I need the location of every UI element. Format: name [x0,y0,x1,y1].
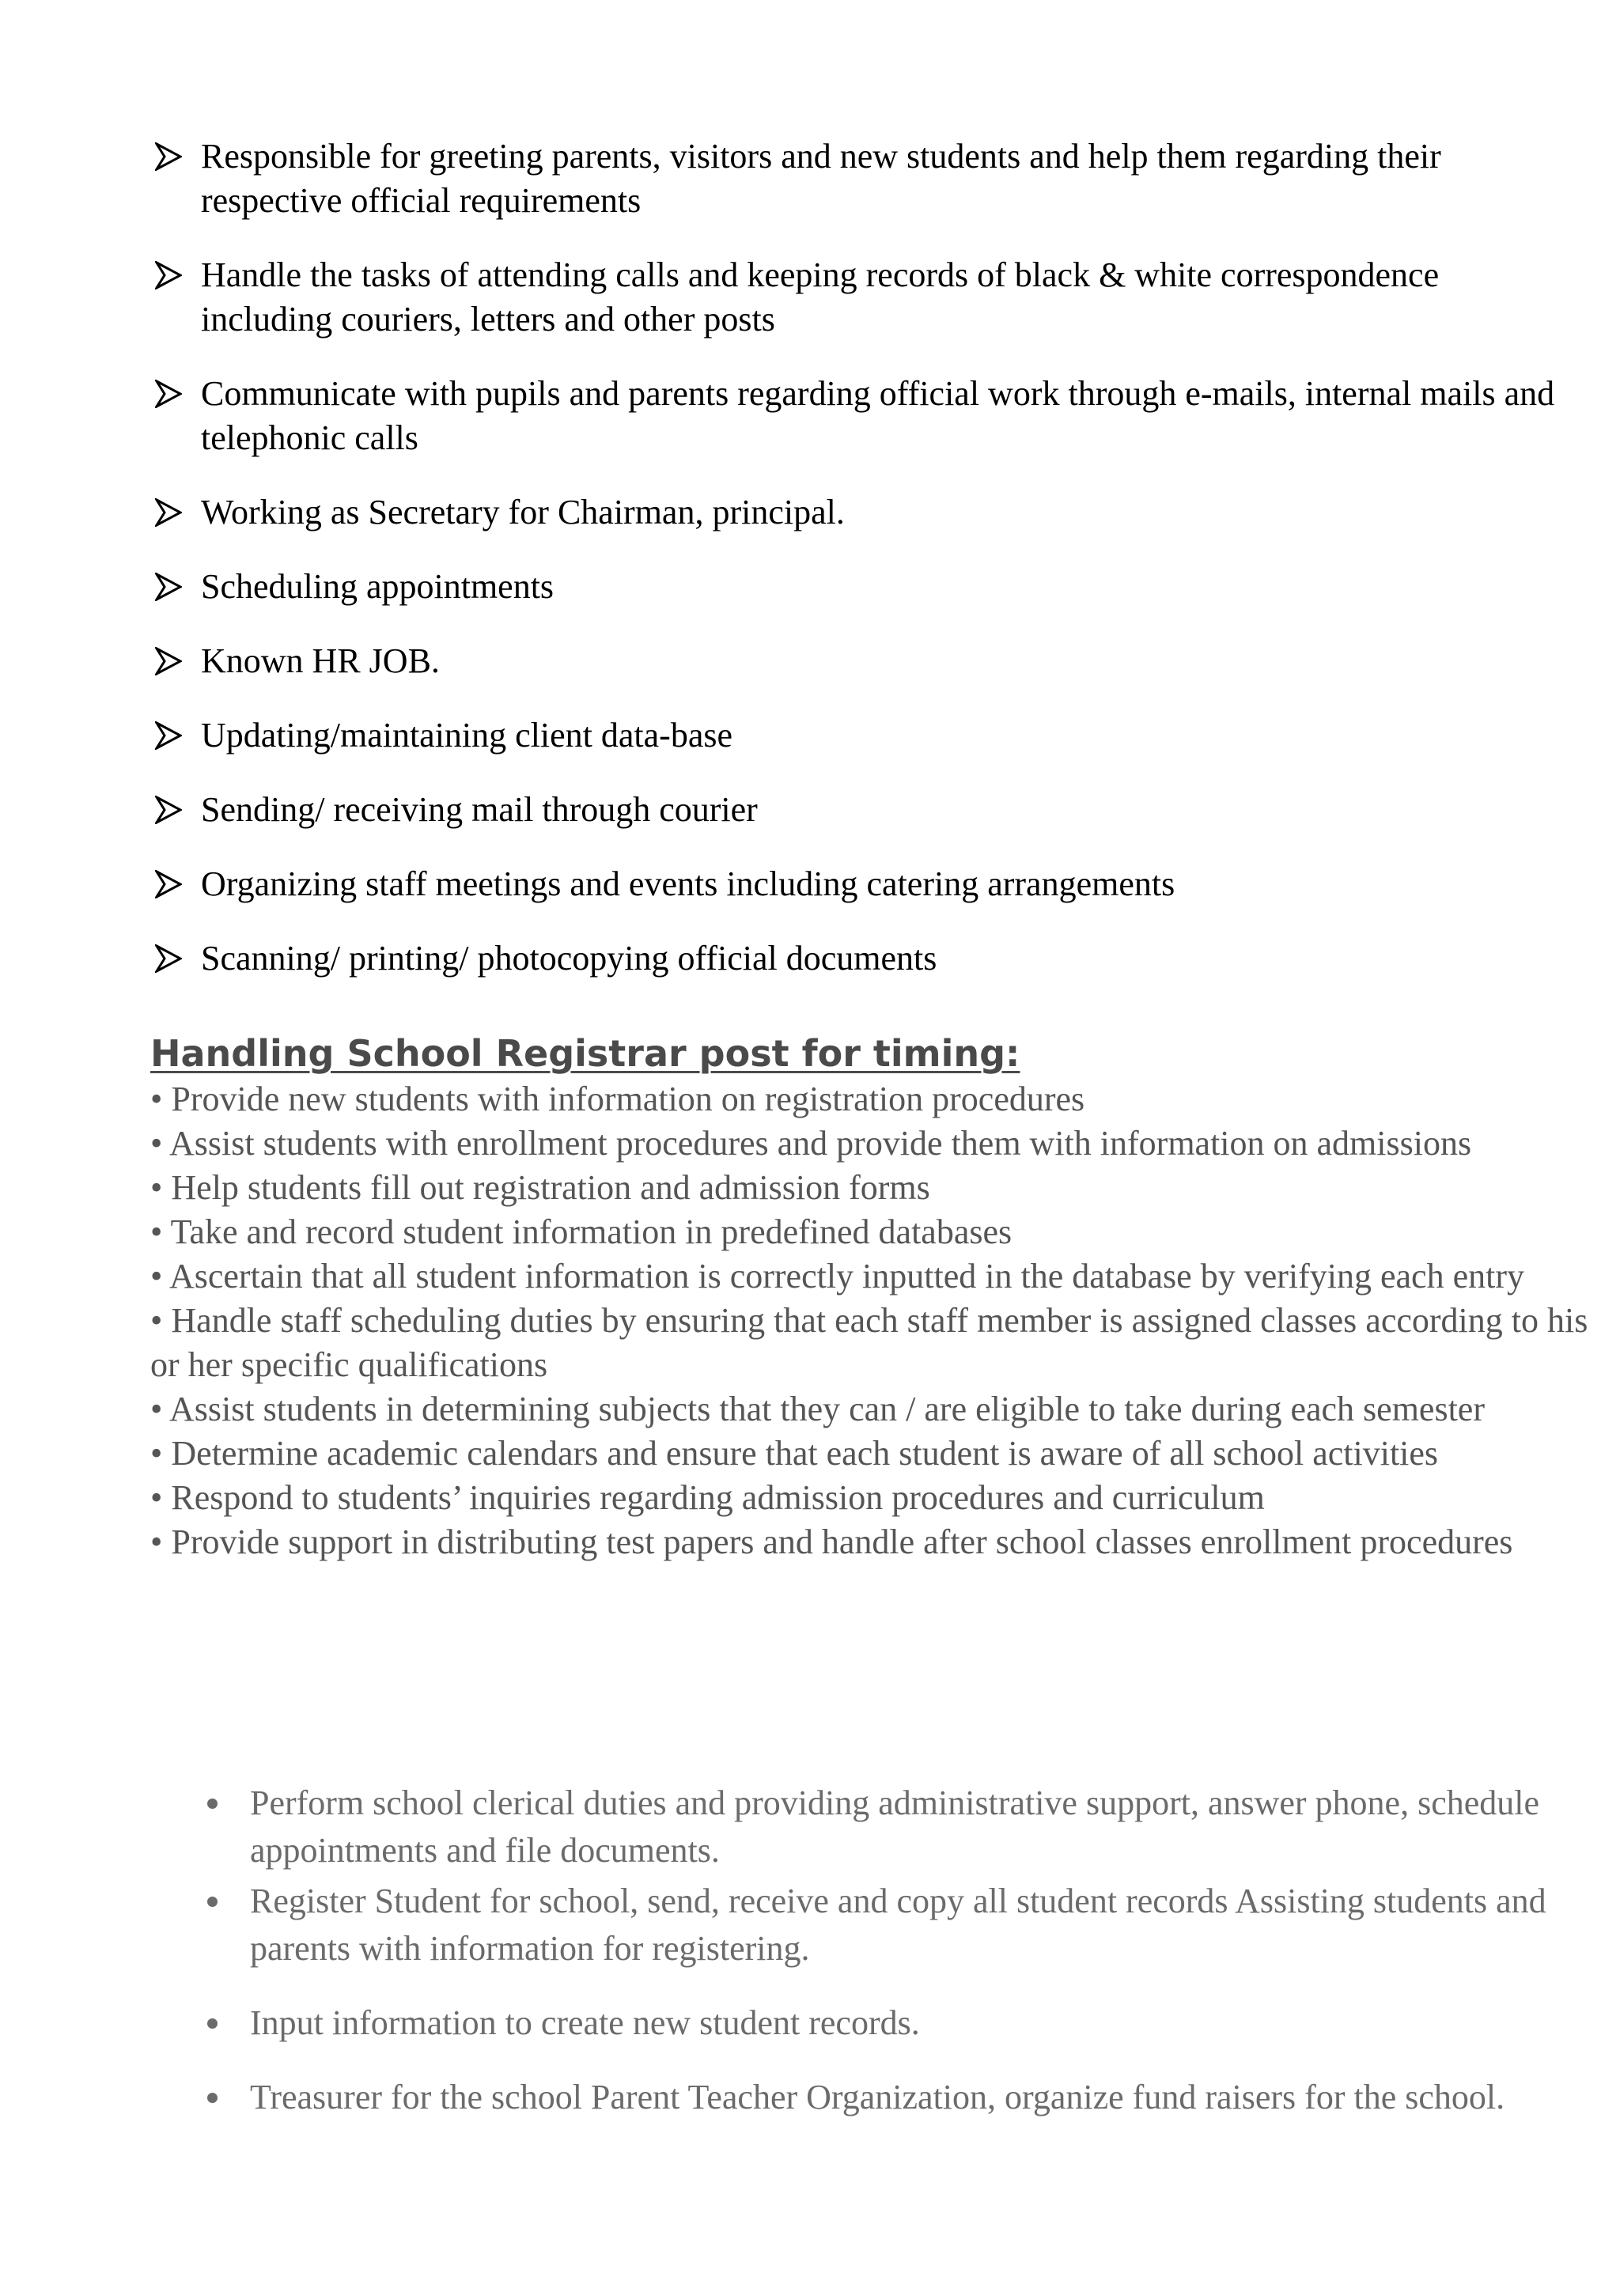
list-item: • Respond to students’ inquiries regarding admission procedures and curriculum [150,1478,1265,1517]
list-item: • Assist students in determining subjects that they can / are eligible to take during each semester [150,1390,1485,1428]
disc-bullet-icon [207,1799,218,1809]
duty-text: Known HR JOB. [201,641,440,680]
list-item: • Help students fill out registration and admission forms [150,1168,930,1207]
list-item: • Determine academic calendars and ensure that each student is aware of all school activities [150,1434,1439,1473]
duties-list [155,134,1579,1011]
duty-text: Sending/ receiving mail through courier [201,790,758,829]
arrowhead-bullet-icon [155,573,182,601]
clerical-list [202,1780,1563,2121]
disc-bullet-icon [207,1897,218,1907]
list-item [202,2074,1563,2121]
duty-text: Communicate with pupils and parents regarding official work through e-mails, internal mails and telephonic calls [201,374,1555,457]
disc-bullet-icon [207,2093,218,2103]
list-item [202,1878,1563,1973]
arrowhead-bullet-icon [155,380,182,408]
list-item: • Provide new students with information on registration procedures [150,1080,1085,1118]
list-item: • Handle staff scheduling duties by ensuring that each staff member is assigned classes according to his or her specific qualifications [150,1301,1588,1384]
list-item: • Take and record student information in predefined databases [150,1212,1012,1251]
arrowhead-bullet-icon [155,721,182,750]
list-item [155,639,1579,683]
list-item [155,936,1579,981]
duty-text: Responsible for greeting parents, visitors and new students and help them regarding their respective official requirements [201,137,1441,220]
registrar-heading: Handling School Registrar post for timing: [150,1032,1020,1075]
list-item [155,862,1579,906]
list-item: • Assist students with enrollment procedures and provide them with information on admissions [150,1124,1472,1163]
clerical-text: Perform school clerical duties and providing administrative support, answer phone, schedule appointments and file documents. [250,1783,1540,1870]
list-item [155,713,1579,758]
duty-text: Working as Secretary for Chairman, principal. [201,493,845,531]
registrar-list [150,1077,1598,1564]
list-item [155,490,1579,535]
arrowhead-bullet-icon [155,261,182,289]
list-item [155,788,1579,832]
arrowhead-bullet-icon [155,647,182,675]
list-item [155,134,1579,223]
list-item [202,1780,1563,1874]
duty-text: Updating/maintaining client data-base [201,716,733,755]
list-item [155,253,1579,342]
list-item [155,565,1579,609]
arrowhead-bullet-icon [155,498,182,527]
arrowhead-bullet-icon [155,944,182,973]
arrowhead-bullet-icon [155,870,182,898]
disc-bullet-icon [207,2018,218,2029]
clerical-text: Register Student for school, send, receive and copy all student records Assisting students and parents with information for registering. [250,1882,1546,1968]
duty-text: Handle the tasks of attending calls and keeping records of black & white correspondence including couriers, letters and other posts [201,255,1440,339]
list-item: • Provide support in distributing test papers and handle after school classes enrollment procedures [150,1522,1513,1561]
arrowhead-bullet-icon [155,142,182,171]
arrowhead-bullet-icon [155,796,182,824]
list-item [155,372,1579,460]
list-item: • Ascertain that all student information is correctly inputted in the database by verifying each entry [150,1257,1524,1296]
duty-text: Scanning/ printing/ photocopying official documents [201,939,937,978]
list-item [202,1999,1563,2047]
duty-text: Scheduling appointments [201,567,555,606]
clerical-text: Input information to create new student records. [250,2003,920,2042]
clerical-text: Treasurer for the school Parent Teacher Organization, organize fund raisers for the school. [250,2078,1505,2116]
duty-text: Organizing staff meetings and events including catering arrangements [201,864,1175,903]
